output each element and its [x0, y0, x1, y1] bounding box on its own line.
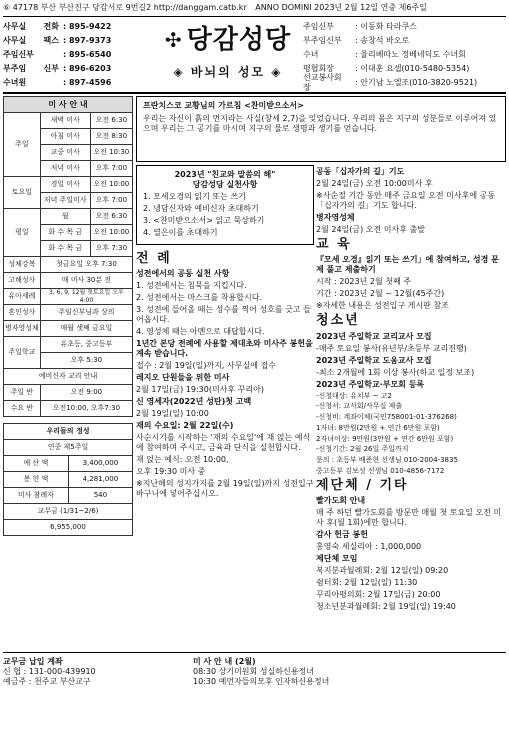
contacts-list: [3, 20, 153, 90]
staff-list: [303, 20, 506, 90]
section-liturgy: 전 례: [136, 251, 172, 266]
finance-title: 우리들의 정성: [4, 424, 133, 440]
group-label: 토요일: [4, 177, 41, 209]
pope-title: 프란치스코 교황님의 가르침 <찬미받으소서>: [143, 101, 304, 110]
contact-row: 사무실 전화 : 895-9422: [3, 22, 112, 31]
mass-table: 미 사 안 내 주일 새벽 미사 오전 6:30 아침 미사 오전 8:30 교중 미사 오전 10:30 저녁 미사 오후 7:00 토요일 경일 미사 오전 10:00 저녁 주일미사 오후 7:00 평일 월 오전 6:30 화 수 목 금 오전 10:00 화 수 목 금 오후 7:30 성체강복 첫금요일 오후 7:30 고해성사 매 미사 30분 전 유아세례 3, 6, 9, 12월 첫토요일 오후 4:00 혼인성사 주임신부님과 상의 병자영성체 매월 셋째 금요일 주일학교 유초등, 중고등부 오후 5:30 예비신자 교리 안내 주일 반 오전 9:00 수요 반 오전10:00, 오후7:30: [3, 96, 133, 417]
prep-title: 예비신자 교리 안내: [4, 369, 133, 385]
anno-line: ANNO DOMINI 2023년 2월 12일 연중 제6주일: [255, 3, 427, 12]
church-subtitle: 바뇌의 성모: [190, 64, 266, 79]
pope-text: 우리는 자신이 흙의 먼지라는 사실(창세 2,7)을 잊었습니다. 우리의 몸은 지구의 성분들로 이루어져 있으며 우리는 그 공기를 마시며 지구의 물로 생명과 생기를 얻습니다.: [143, 114, 497, 133]
mass-schedule-column: [3, 96, 133, 536]
staff-row: 평협회장 : 이대훈 요셉(010-5480-5354): [303, 64, 470, 73]
staff-row: 선교봉사회장 : 안기남 노엘조(010-3820-9521): [303, 73, 478, 92]
mass-intention-label: 미 사 안 내 (2월): [193, 657, 256, 666]
staff-row: 부주임신부 : 송창석 바오로: [303, 36, 410, 45]
mass-row: 10:30 예언자들의모후 인자하신용정녀: [193, 677, 330, 686]
top-banner: [3, 3, 506, 17]
bottom-strip: [3, 652, 506, 732]
bank-account: 신 협 : 131-000-439910: [3, 667, 96, 676]
group-label: 평일: [4, 209, 41, 257]
contact-row: 수녀원 : 897-4596: [3, 78, 112, 87]
account-holder: 예금주 : 천주교 부산교구: [3, 677, 91, 686]
contact-row: 부주임 신부 : 896-6203: [3, 64, 112, 73]
diamond-icon: ◈: [271, 64, 283, 79]
mass-title: 미 사 안 내: [4, 97, 133, 113]
mass-row: 08:30 상기미원회 성실하신용정녀: [193, 667, 314, 676]
church-logo: [153, 20, 303, 94]
practice-box: 2023년 "친교와 말씀의 해" 당감성당 실천사항 1. 모세오경의 읽기 또는 쓰기 2. 냉담신자와 예비신자 초대하기 3. <찬미받으소서> 읽고 묵상하기 4. 열은이를 초대하기: [136, 165, 314, 245]
contact-row: 사무실 팩스 : 897-9373: [3, 36, 112, 45]
staff-row: 수녀 : 율리베따노 정베네딕도 수녀회: [303, 50, 466, 59]
account-title: 교무금 납입 계좌: [3, 657, 63, 666]
contact-row: 주임신부 : 895-6540: [3, 50, 112, 59]
finance-week: 연중 제5주일: [4, 440, 133, 456]
staff-row: 주임신부 : 이동화 타라쿠스: [303, 22, 417, 31]
sun-cross-icon: ✣: [164, 27, 183, 52]
right-news-column: 공동「십자가의 길」기도 2월 24일(금) 오전 10:00미사 후 ※사순절 기간 동안 매주 금요일 오전 미사후에 공동「십자가의 길」기도 합니다. 병자영성체 2월 24일(금) 오전 미사후 출발 교 육 『모세 오경』읽기 또는 쓰기」에 참여하고, 성경 문제 풀고 제출하기 시작 : 2023년 2월 첫째 주 기간 : 2023년 2월 ~ 12월(45주간) ※자세한 내용은 성전입구 게시판 참조 청소년 2023년 주일학교 교리교사 모집 -매주 토요일 봉사(유년부/초등부 교리진행) 2023년 주일학교 도움교사 모집 -최소 2개월에 1회 이상 봉사(하교 일정 보조) 2023년 주일학교·부모회 등록 -신청대상: 유치부 ~ 고2 -신청서: 교사회/사무실 제출 -신청비: 계좌이체(국민758001-01-376268) 1자녀: 8만원(2만원 + 연간 6만원 포함) 2자녀이상: 9만원(3만원 + 연간 6만원 포함) -신청기간: 2월 26일 주일까지 문의 : 초등부 배준현 선생님 010-2004-3835 중고등부 김보성 선생님 010-4856-7172 제단체 / 기타 빨가도회 안내 매 주 하던 빨가도회를 방문만 매월 첫 토요일 오전 미사 후(월 1회)에만 합니다. 감사 헌금 봉헌 홍영숙 세실리아 : 1,000,000 제단체 모임 복지분과월례회: 2월 12일(일) 09:20 쉼터회: 2월 12일(일) 11:30 꾸리아평의회: 2월 17일(금) 20:00 청소년분과월례회: 2월 19일(일) 19:40: [316, 167, 502, 611]
finance-table: 우리들의 정성 연중 제5주일 예 산 액 3,400,000 봉 헌 액 4,281,000 미사 참례자 540 교무금 (1/31~2/6) 6,955,000: [3, 423, 133, 536]
church-name: 당감성당: [186, 25, 292, 55]
address-line: ⑥ 47178 부산 부산진구 당감서로 9번길2 http://danggam.catb.kr: [3, 3, 247, 12]
diamond-icon: ◈: [173, 64, 185, 79]
left-news-column: 2023년 "친교와 말씀의 해" 당감성당 실천사항 1. 모세오경의 읽기 또는 쓰기 2. 냉담신자와 예비신자 초대하기 3. <찬미받으소서> 읽고 묵상하기 4. 열은이를 초대하기 전 례 성전에서의 공동 실천 사항 1. 성전에서는 침묵을 지킵시다. 2. 성전에서는 마스크를 착용합시다. 3. 성전에 들어올 때는 성수를 찍어 성호를 긋고 들어옵시다. 4. 영성체 때는 아멘으로 대답합시다. 1년간 본당 전례에 사용할 제대초와 미사주 봉헌을 계속 받습니다. 접수 : 2월 19일(일)까지, 사무실에 접수 레지오 단원들을 위한 미사 2월 17일(금) 19:30(미사후 꾸리아) 신 영세자(2022년 성탄)첫 고백 2월 19일(일) 10:00 재의 수요일: 2월 22일(수) 사순시기를 시작하는 '재의 수요일'에 재 얹는 예식에 참여하며 주시고, 금육과 단식을 실천합시다. 재 얹는 예식: 오전 10:00, 오후 19:30 미사 중 ※지난해의 성지가지를 2월 19일(일)까지 성전입구 바구니에 넣어주십시오.: [136, 165, 314, 501]
pope-teaching-box: [136, 96, 506, 162]
bulletin-header: [3, 18, 506, 94]
group-label: 주일: [4, 113, 41, 177]
